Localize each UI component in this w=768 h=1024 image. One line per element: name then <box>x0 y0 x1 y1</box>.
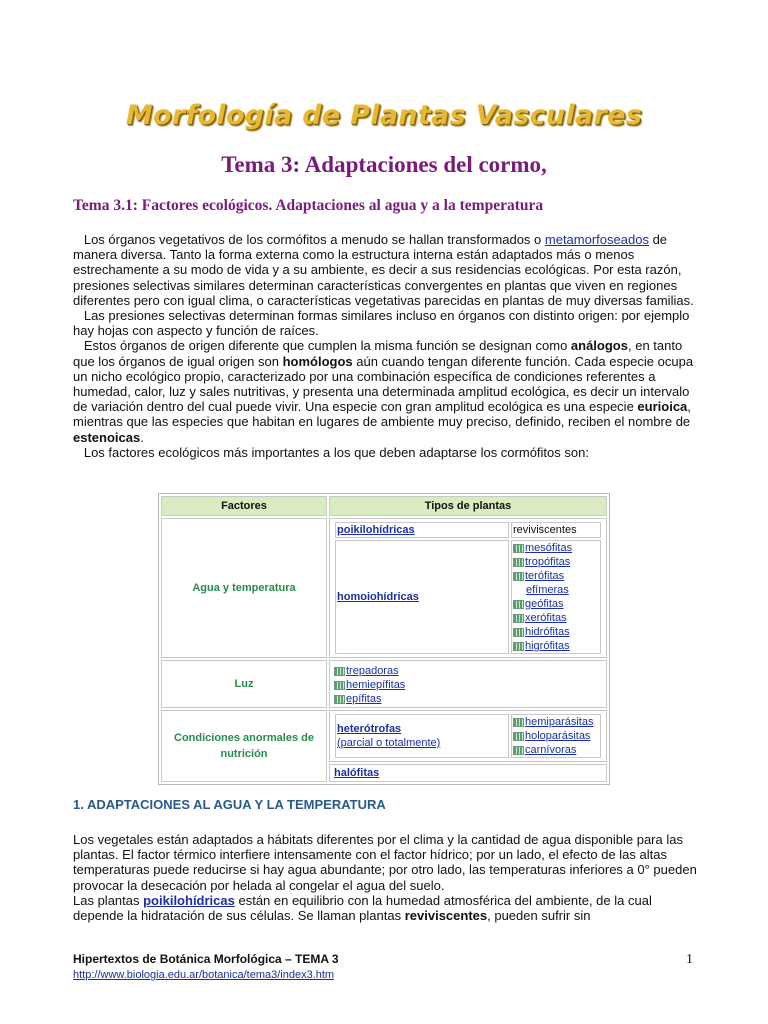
page-number: 1 <box>686 952 693 967</box>
poikilohidricas-link[interactable]: poikilohídricas <box>337 524 415 536</box>
column-header-factores: Factores <box>161 496 327 516</box>
section-heading: 1. ADAPTACIONES AL AGUA Y LA TEMPERATURA <box>73 797 386 812</box>
intro-paragraph-1 <box>73 232 703 308</box>
factor-agua: Agua y temperatura <box>161 518 327 658</box>
list-item <box>513 541 599 555</box>
holoparasitas-link[interactable]: holoparásitas <box>525 730 591 742</box>
list-item <box>334 692 603 706</box>
footer-url-link[interactable]: http://www.biologia.edu.ar/botanica/tema3/index3.htm <box>73 969 335 981</box>
nutricion-types-cell <box>329 710 607 762</box>
intro-paragraph-3 <box>73 338 703 444</box>
section-paragraph-1: Los vegetales están adaptados a hábitats diferentes por el clima y la cantidad de agua disponible para las plantas. El factor térmico interfiere intensamente con el factor hídrico; por un lado, el efecto de las altas temperaturas puede reducirse si hay agua abundante; por otro lado, las temperaturas inferiores a 0° pueden provocar la desecación por helada al congelar el agua del suelo. <box>73 832 697 893</box>
tropofitas-link[interactable]: tropófitas <box>525 556 571 568</box>
trepadoras-link[interactable]: trepadoras <box>346 665 399 677</box>
bullet-icon <box>513 718 524 727</box>
bullet-icon <box>513 732 524 741</box>
intro-paragraph-4 <box>73 445 703 460</box>
bullet-icon <box>334 681 345 690</box>
poikilohidricas-cell <box>335 522 509 538</box>
bullet-icon <box>513 614 524 623</box>
list-item <box>513 715 599 729</box>
bullet-icon <box>513 558 524 567</box>
homoiohidricas-cell <box>335 540 509 654</box>
list-item <box>513 583 599 597</box>
term-eurioica: eurioica <box>637 399 688 415</box>
text-run: , en tanto que los órganos de igual origen son <box>73 338 683 369</box>
text-run: , pueden sufrir sin <box>487 908 591 924</box>
list-item <box>513 555 599 569</box>
list-item <box>513 625 599 639</box>
bullet-icon <box>513 642 524 651</box>
xerofitas-link[interactable]: xerófitas <box>525 612 567 624</box>
list-item <box>513 597 599 611</box>
term-homologos: homólogos <box>282 353 353 369</box>
carnivoras-link[interactable]: carnívoras <box>525 744 577 756</box>
factor-nutricion: Condiciones anormales de nutrición <box>161 710 327 782</box>
factor-luz: Luz <box>161 660 327 708</box>
halofitas-link[interactable]: halófitas <box>334 767 380 779</box>
text-run: . <box>140 429 144 445</box>
text-run: aún cuando tengan diferente función. Cada especie ocupa un nicho ecológico propio, caracterizado por una combinación específica de condiciones referentes a humedad, calor, luz y sales nutritivas, y presenta una determinada amplitud ecológica, es decir un intervalo de variación dentro del cual puede vivir. Una especie con gran amplitud ecológica es una especie <box>73 353 694 415</box>
bullet-icon <box>513 628 524 637</box>
list-item <box>513 743 599 757</box>
homoio-subtypes-cell <box>511 540 601 654</box>
section-paragraph-2 <box>73 893 705 923</box>
ecological-factors-table <box>158 493 610 785</box>
list-item <box>513 611 599 625</box>
epifitas-link[interactable]: epífitas <box>346 693 382 705</box>
heterotrofas-subtypes-cell <box>511 714 601 758</box>
heterotrofas-link[interactable]: heterótrofas <box>337 723 402 735</box>
bullet-icon <box>513 572 524 581</box>
text-run: Estos órganos de origen diferente que cumplen la misma función se designan como <box>83 338 571 354</box>
text-run: de manera diversa. Tanto la forma externa como la estructura interna están adaptados más o menos estrechamente a su modo de vida y a su ambiente, es decir a sus residencias ecológicas. Por esta razón, presiones selectivas similares determinan características convergentes en plantas que viven en regiones diferentes pero con igual clima, o características vegetativas parecidas en plantas de muy diversas familias. <box>73 232 694 308</box>
hemiepifitas-link[interactable]: hemiepífitas <box>346 679 406 691</box>
intro-text <box>73 232 703 460</box>
bullet-icon <box>513 544 524 553</box>
list-item <box>334 664 603 678</box>
efimeras-link[interactable]: efímeras <box>526 584 569 596</box>
halofitas-cell <box>329 764 607 782</box>
bullet-icon <box>334 667 345 676</box>
higrofitas-link[interactable]: higrófitas <box>525 640 570 652</box>
page-footer <box>73 952 339 983</box>
text-run: están en equilibrio con la humedad atmosférica del ambiente, de la cual depende la hidratación de sus células. Se llaman plantas <box>73 892 652 924</box>
term-estenoicas: estenoicas <box>73 429 141 445</box>
nutricion-inner-table <box>333 712 603 760</box>
text-run: Las plantas <box>73 892 144 908</box>
homoiohidricas-link[interactable]: homoiohídricas <box>337 591 419 603</box>
bullet-icon <box>513 746 524 755</box>
heterotrofas-note-link[interactable]: (parcial o totalmente) <box>337 737 441 749</box>
list-item <box>513 639 599 653</box>
terofitas-link[interactable]: terófitas <box>525 570 565 582</box>
mesofitas-link[interactable]: mesófitas <box>525 542 573 554</box>
heterotrofas-cell <box>335 714 509 758</box>
hidrofitas-link[interactable]: hidrófitas <box>525 626 570 638</box>
luz-types-cell <box>329 660 607 708</box>
agua-inner-table <box>333 520 603 656</box>
bullet-icon <box>513 600 524 609</box>
section-subtitle: Tema 3.1: Factores ecológicos. Adaptaciones al agua y a la temperatura <box>73 197 544 214</box>
text-run: , mientras que las especies que habitan en lugares de ambiente muy preciso, definido, reciben el nombre de <box>73 399 691 430</box>
term-analogos: análogos <box>570 338 628 354</box>
bullet-icon <box>334 695 345 704</box>
list-item <box>334 678 603 692</box>
term-reviviscentes: reviviscentes <box>404 908 488 924</box>
footer-title: Hipertextos de Botánica Morfológica – TEMA 3 <box>73 952 339 966</box>
hemiparasitas-link[interactable]: hemiparásitas <box>525 716 594 728</box>
column-header-tipos: Tipos de plantas <box>329 496 607 516</box>
page-banner: Morfología de Plantas Vasculares <box>125 100 643 131</box>
page-title: Tema 3: Adaptaciones del cormo, <box>221 152 547 177</box>
list-item <box>513 729 599 743</box>
poikilohidricas-text-link[interactable]: poikilohídricas <box>143 892 235 908</box>
reviviscentes-cell: reviviscentes <box>511 522 601 538</box>
agua-types-cell <box>329 518 607 658</box>
section-body <box>73 832 705 923</box>
text-run: Las presiones selectivas determinan formas similares incluso en órganos con distinto origen: por ejemplo hay hojas con aspecto y función de raíces. <box>73 308 690 339</box>
metamorfoseados-link[interactable]: metamorfoseados <box>544 232 649 247</box>
intro-paragraph-2 <box>73 308 703 338</box>
text-run: Los órganos vegetativos de los cormófitos a menudo se hallan transformados o <box>83 232 545 247</box>
text-run: Los factores ecológicos más importantes a los que deben adaptarse los cormófitos son: <box>83 444 589 460</box>
list-item <box>513 569 599 583</box>
geofitas-link[interactable]: geófitas <box>525 598 564 610</box>
